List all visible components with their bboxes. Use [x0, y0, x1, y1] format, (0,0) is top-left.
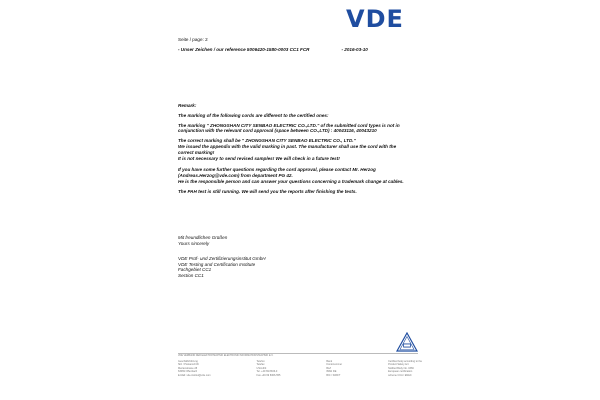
- footer-text: Telefax: [256, 363, 265, 367]
- footer-text: BLZ: [326, 366, 331, 370]
- remark-p2-line2: We issued the appendix with the valid marking in past. The manufacturer shall use the cord with the: [178, 143, 397, 149]
- footer-col-4: [388, 360, 422, 377]
- remark-p2-line4: It is not necessary to send revised samples! We will check in a future test!: [178, 155, 340, 161]
- reference-line: [178, 48, 368, 53]
- page-number: Seite / page: 2: [178, 37, 208, 42]
- remark-intro: The marking of the following cords are different to the certified ones:: [178, 112, 329, 118]
- reference-label: - Unser Zeichen / our reference 5006420-1580-0003 CC1 FCR: [178, 47, 310, 52]
- remark-p3-line2: (Andreas.Herzog@vde.com) from department PG 42.: [178, 172, 293, 178]
- footer-text: Certified body according to the: [388, 360, 422, 363]
- remark-p1-line1: The marking " ZHONGSHAN CITY SENBAO ELECTRIC CO.,LTD." of the submitted cord types is not in: [178, 122, 400, 128]
- letter-date: - 2016-03-10: [341, 47, 368, 52]
- footer-text: Notified Body No. 0366: [388, 366, 414, 370]
- remark-p3-line3: He is the responsible person and can answer your questions concerning a trademark change at cables.: [178, 178, 404, 184]
- footer-text: USt-IdNr.: [256, 366, 267, 370]
- footer-text: IBAN DE: [326, 370, 337, 374]
- footer-text: Bank: [326, 360, 333, 363]
- department-en: Section CC1: [178, 272, 204, 278]
- footer-text: scheme CCA / ENEC: [388, 373, 412, 377]
- org-name-en: VDE Testing and Certification Institute: [178, 261, 256, 267]
- org-name-de: VDE Prüf- und Zertifizierungsinstitut GmbH: [178, 256, 266, 262]
- footer-text: Tel. +49 69 8306-0: [256, 370, 278, 374]
- remark-p3-line1: If you have some further questions regarding the cord approval, please contact Mr. Herzog: [178, 167, 376, 173]
- vde-logo: VDE: [346, 5, 404, 33]
- greeting-en: Yours sincerely: [178, 240, 210, 246]
- footer-col-3: [326, 360, 342, 377]
- footer-text: BIC / SWIFT: [326, 373, 341, 377]
- footer-col-2: [257, 360, 281, 377]
- footer-columns: [178, 360, 422, 377]
- remark-block: [178, 103, 428, 194]
- vde-triangle-mark-icon: [396, 332, 418, 352]
- footer-text: Kontonummer: [326, 363, 343, 367]
- remark-heading: Remark:: [178, 103, 197, 108]
- footer-text: E-Mail: vde-institut@vde.com: [178, 373, 211, 377]
- department-de: Fachgebiet CC1: [178, 267, 212, 273]
- footer-text: Merianstrasse 28: [178, 366, 198, 370]
- footer-text: Product Safety Act: [388, 363, 409, 367]
- closing-block: [178, 235, 266, 279]
- remark-p4: The PAH test is still running. We will send you the reports after finishing the tests.: [178, 188, 357, 194]
- remark-p2-line1: The correct marking shall be " ZHONGSHAN CITY SENBAO ELECTRIC CO., LTD.": [178, 138, 356, 144]
- footer-text: European certification: [388, 370, 413, 374]
- footer-col-1: [178, 360, 211, 377]
- footer-text: Geschäftsführung: [178, 360, 198, 363]
- footer-text: Sitz / Postanschrift: [178, 363, 199, 367]
- remark-p2-line3: correct marking!: [178, 149, 215, 155]
- footer-caption: VDE VERBAND DER ELEKTROTECHNIK ELEKTRONIK INFORMATIONSTECHNIK E.V.: [178, 354, 274, 357]
- footer-text: Fax +49 69 8306-555: [256, 373, 281, 377]
- footer-text: Telefon: [256, 360, 265, 363]
- remark-p1-line2: conjunction with the relevant cord approval (space between CO.,LTD) : 40043116, 40043210: [178, 128, 377, 134]
- greeting-de: Mit freundlichen Grüßen: [178, 235, 228, 240]
- footer-text: 63069 Offenbach: [178, 370, 198, 374]
